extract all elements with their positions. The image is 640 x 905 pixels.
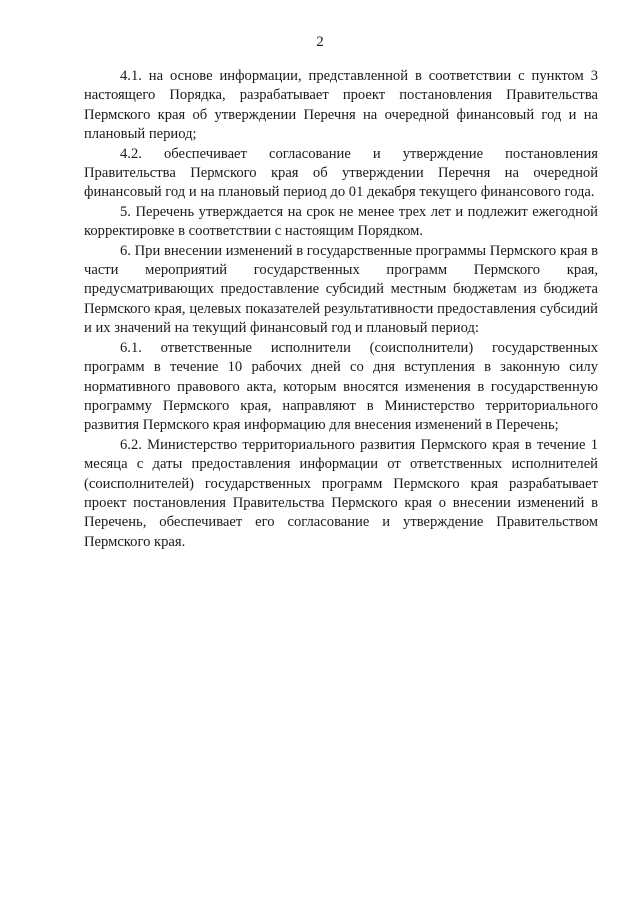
page-number: 2 bbox=[316, 34, 324, 50]
paragraph-4-2: 4.2. обеспечивает согласование и утверждение постановления Правительства Пермского края об утверждении Перечня на очередной финансовый год и на плановый период до 01 декабря текущего финансового года. bbox=[84, 145, 598, 201]
paragraph-6-1: 6.1. ответственные исполнители (соисполнители) государственных программ в течение 10 рабочих дней со дня вступления в законную силу нормативного правового акта, которым вносятся изменения в государственную программу Пермского края, направляют в Министерство территориального развития Пермского края информацию для внесения изменений в Перечень; bbox=[84, 339, 598, 434]
paragraph-5: 5. Перечень утверждается на срок не менее трех лет и подлежит ежегодной корректировке в соответствии с настоящим Порядком. bbox=[84, 203, 598, 240]
paragraph-6: 6. При внесении изменений в государственные программы Пермского края в части мероприятий государственных программ Пермского края, предусматривающих предоставление субсидий местным бюджетам из бюджета Пермского края, целевых показателей результативности предоставления субсидий и их значений на текущий финансовый год и плановый период: bbox=[84, 242, 598, 337]
paragraph-4-1: 4.1. на основе информации, представленной в соответствии с пунктом 3 настоящего Порядка, разрабатывает проект постановления Правительства Пермского края об утверждении Перечня на очередной финансовый год и на плановый период; bbox=[84, 68, 598, 143]
paragraph-6-2: 6.2. Министерство территориального развития Пермского края в течение 1 месяца с даты предоставления информации от ответственных исполнителей (соисполнителей) государственных программ Пермского края разрабатывает проект постановления Правительства Пермского края о внесении изменений в Перечень, обеспечивает его согласование и утверждение Правительством Пермского края. bbox=[84, 436, 598, 550]
document-body bbox=[84, 67, 598, 552]
